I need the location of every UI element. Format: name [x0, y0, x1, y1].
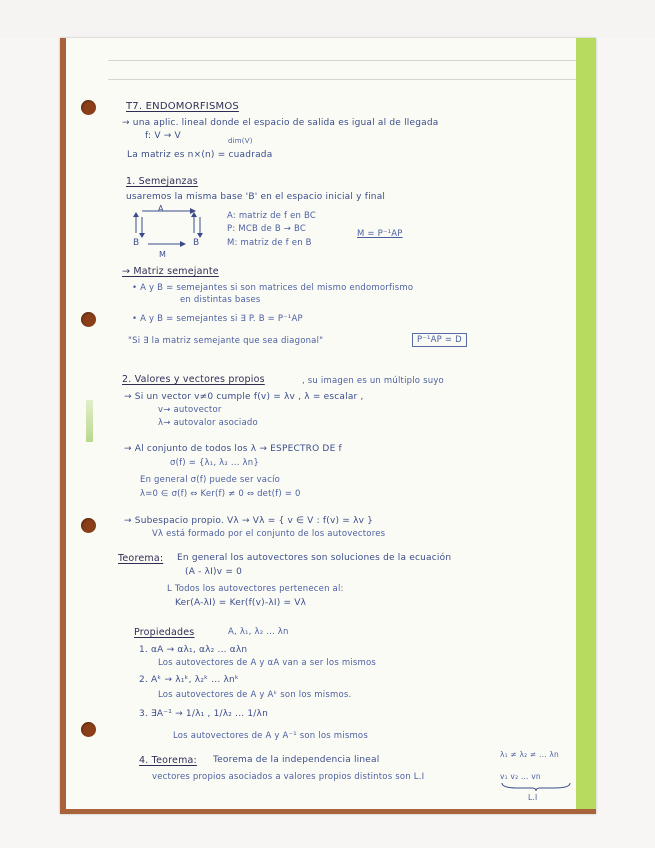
page-title: T7. ENDOMORFISMOS [126, 101, 239, 112]
bullet-text: "Si ∃ la matriz semejante que sea diagonal" [128, 336, 324, 346]
side-note: v₁ v₂ ... vn [500, 772, 541, 781]
property-text: Los autovectores de A y Aᵏ son los mismos. [158, 690, 352, 700]
section-heading: 4. Teorema: [139, 755, 197, 766]
diagram-label-top: A [158, 204, 164, 213]
intro-dim-note: dim(V) [228, 137, 253, 145]
property-item: 1. αA → αλ₁, αλ₂ ... αλn [139, 645, 248, 655]
bullet-text: • A y B = semejantes si ∃ P. B = P⁻¹AP [132, 314, 303, 324]
page-header-band [108, 60, 576, 80]
diagram-label-left: B [133, 238, 140, 248]
heading-note: A, λ₁, λ₂ ... λn [228, 627, 289, 637]
section-text: Vλ está formado por el conjunto de los autovectores [152, 529, 386, 539]
theorem-text: En general los autovectores son soluciones de la ecuación [177, 553, 452, 563]
diagram-label-bottom: M [159, 250, 167, 259]
section-heading: 1. Semejanzas [126, 176, 198, 187]
section-heading: Propiedades [134, 627, 195, 638]
intro-line: La matriz es n×(n) = cuadrada [127, 150, 273, 160]
section-heading: 2. Valores y vectores propios [122, 374, 265, 385]
side-note: L.I [528, 793, 538, 802]
bullet-text: en distintas bases [180, 295, 261, 305]
theorem-title: Teorema de la independencia lineal [213, 755, 380, 765]
heading-note: , su imagen es un múltiplo suyo [302, 376, 444, 386]
section-heading: → Matriz semejante [122, 266, 219, 277]
background-top [0, 0, 655, 38]
property-text: Los autovectores de A y αA van a ser los mismos [158, 658, 377, 668]
binder-hole [81, 100, 96, 115]
binder-hole [81, 518, 96, 533]
property-item: 3. ∃A⁻¹ → 1/λ₁ , 1/λ₂ ... 1/λn [139, 709, 268, 719]
bullet-text: • A y B = semejantes si son matrices del mismo endomorfismo [132, 283, 414, 293]
section-text: σ(f) = {λ₁, λ₂ ... λn} [170, 458, 259, 468]
theorem-label: Teorema: [118, 553, 164, 564]
section-text: → Si un vector v≠0 cumple f(v) = λv , λ = escalar , [124, 392, 364, 402]
section-text: λ→ autovalor asociado [158, 418, 258, 428]
theorem-text: (A - λI)v = 0 [185, 567, 243, 577]
section-text: En general σ(f) puede ser vacío [140, 475, 281, 485]
property-item: 2. Aᵏ → λ₁ᵏ, λ₂ᵏ ... λnᵏ [139, 675, 239, 685]
page-edge-strip [576, 38, 596, 809]
commutative-diagram [128, 203, 208, 257]
section-text: → Subespacio propio. Vλ → Vλ = { v ∈ V : f(v) = λv } [124, 516, 374, 526]
section-text: v→ autovector [158, 405, 222, 415]
property-text: Los autovectores de A y A⁻¹ son los mismos [173, 731, 368, 741]
boxed-formula: P⁻¹AP = D [412, 333, 467, 347]
section-text: λ=0 ∈ σ(f) ⇔ Ker(f) ≠ 0 ⇔ det(f) = 0 [140, 489, 301, 499]
diagram-label-right: B [193, 238, 200, 248]
binder-hole [81, 312, 96, 327]
sticky-tab-marker [86, 400, 93, 442]
legend-item: A: matriz de f en BC [227, 211, 317, 221]
intro-map: f: V → V [145, 131, 181, 141]
theorem-text: Ker(A-λI) = Ker(f(v)-λI) = Vλ [175, 598, 307, 608]
side-note: λ₁ ≠ λ₂ ≠ ... λn [500, 750, 559, 759]
section-text: usaremos la misma base 'B' en el espacio inicial y final [126, 192, 386, 202]
theorem-text: L Todos los autovectores pertenecen al: [167, 584, 344, 594]
legend-item: M: matriz de f en B [227, 238, 312, 248]
theorem-text: vectores propios asociados a valores propios distintos son L.I [152, 772, 425, 782]
intro-line: → una aplic. lineal donde el espacio de salida es igual al de llegada [122, 118, 439, 128]
brace [500, 782, 572, 792]
similarity-formula: M = P⁻¹AP [357, 229, 403, 239]
section-text: → Al conjunto de todos los λ → ESPECTRO DE f [124, 444, 342, 454]
legend-item: P: MCB de B → BC [227, 224, 306, 234]
binder-hole [81, 722, 96, 737]
